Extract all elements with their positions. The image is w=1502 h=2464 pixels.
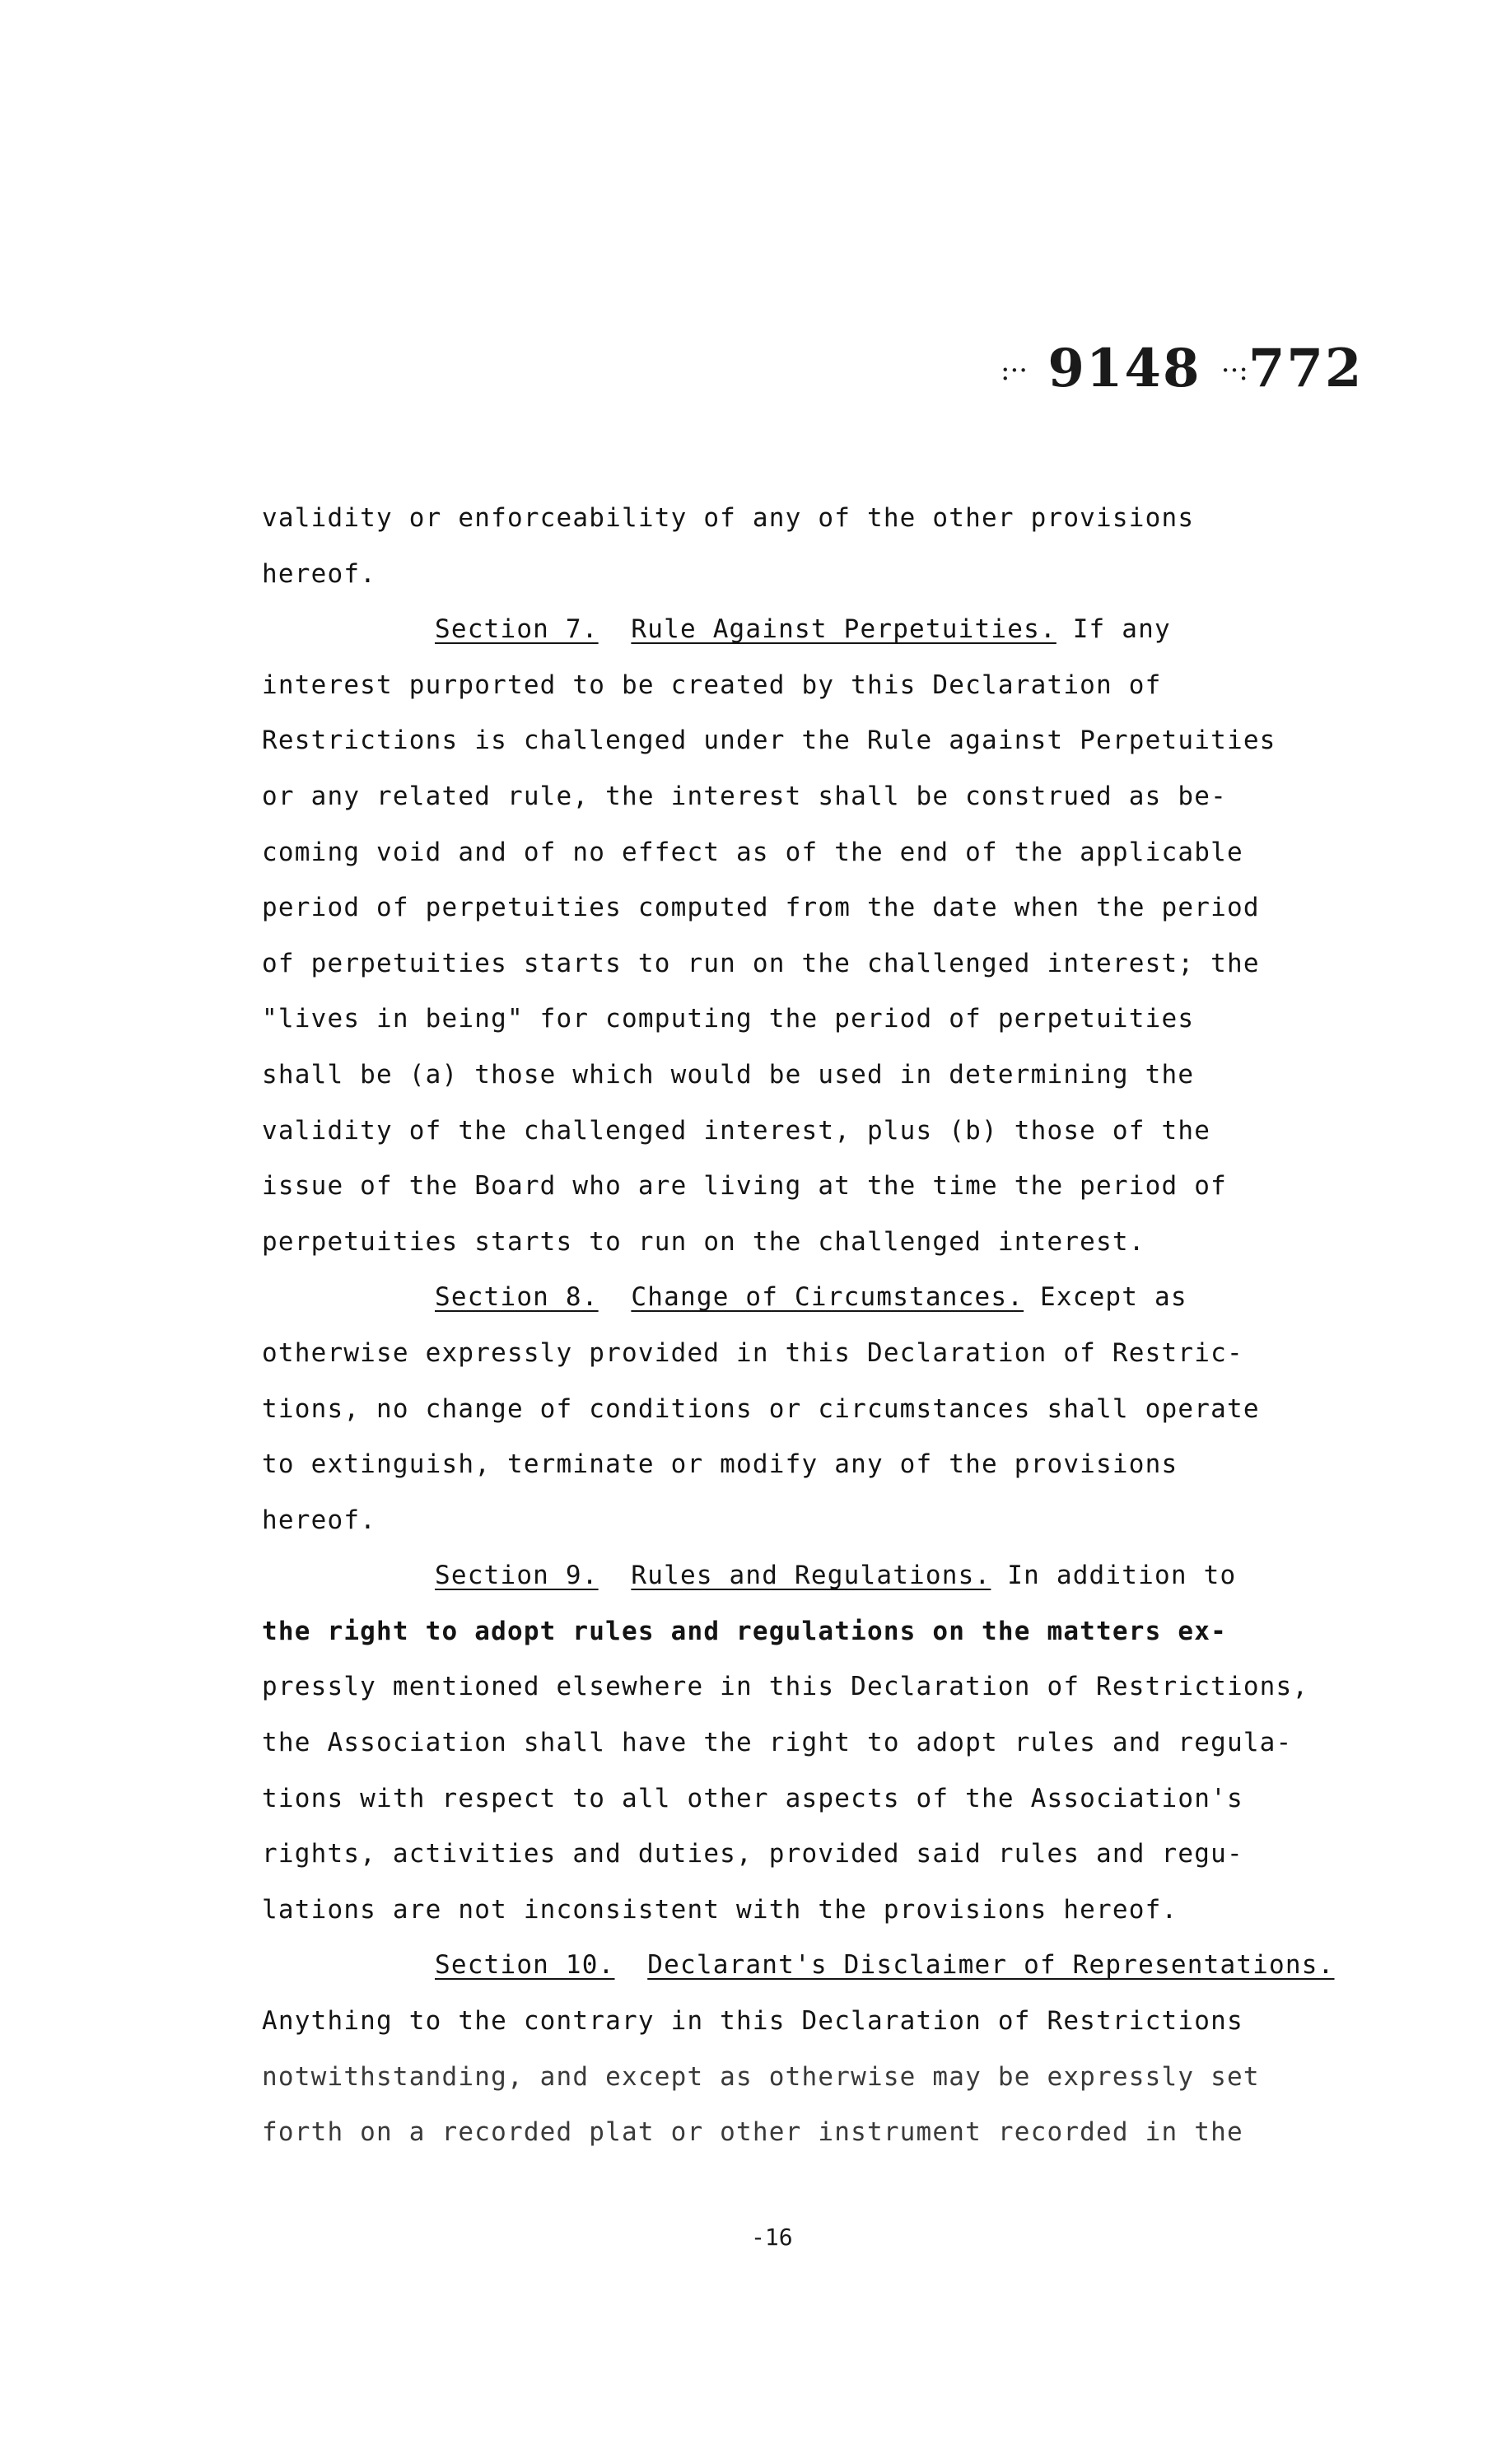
section-title: Change of Circumstances.	[631, 1282, 1024, 1313]
text-line	[262, 1048, 1365, 1104]
line-text: Restrictions is challenged under the Rule against Perpetuities	[262, 726, 1276, 756]
line-text: "lives in being" for computing the period of perpetuities	[262, 1004, 1195, 1034]
text-line	[262, 1771, 1365, 1827]
text-line	[262, 1994, 1365, 2050]
section-label: Section 8.	[435, 1282, 599, 1313]
section-label: Section 9.	[435, 1561, 599, 1591]
line-text: to extinguish, terminate or modify any of the provisions	[262, 1449, 1178, 1480]
line-text: forth on a recorded plat or other instrument recorded in the	[262, 2117, 1243, 2148]
text-line	[262, 2050, 1365, 2106]
text-line	[262, 1437, 1365, 1493]
line-text: In addition to	[991, 1561, 1237, 1591]
text-line	[262, 491, 1365, 547]
text-line	[262, 1326, 1365, 1382]
section-8-heading	[262, 1270, 1365, 1326]
section-7-heading	[262, 602, 1365, 658]
line-text: tions with respect to all other aspects of the Association's	[262, 1783, 1243, 1813]
text-line	[262, 1827, 1365, 1883]
text-line	[262, 1215, 1365, 1271]
book-page-stamp	[1001, 338, 1363, 399]
line-text: issue of the Board who are living at the time the period of	[262, 1171, 1227, 1202]
text-line	[262, 1382, 1365, 1438]
line-text: or any related rule, the interest shall be construed as be-	[262, 781, 1227, 811]
text-line	[262, 1104, 1365, 1160]
text-line	[262, 936, 1365, 992]
text-line	[262, 1159, 1365, 1215]
text-line	[262, 2105, 1365, 2161]
line-text: the Association shall have the right to adopt rules and regula-	[262, 1728, 1293, 1758]
text-line	[262, 880, 1365, 936]
text-line	[262, 1604, 1365, 1660]
stamp-dots-mid: ··:	[1220, 354, 1248, 387]
line-text: of perpetuities starts to run on the challenged interest; the	[262, 948, 1260, 978]
text-line	[262, 1493, 1365, 1549]
line-text: validity of the challenged interest, plus (b) those of the	[262, 1115, 1211, 1146]
section-10-heading	[262, 1938, 1365, 1994]
line-text: tions, no change of conditions or circumstances shall operate	[262, 1393, 1260, 1424]
line-text: rights, activities and duties, provided said rules and regu-	[262, 1839, 1243, 1869]
section-label: Section 10.	[435, 1950, 615, 1981]
line-text: Anything to the contrary in this Declaration of Restrictions	[262, 2006, 1243, 2037]
text-line	[262, 992, 1365, 1048]
line-text: shall be (a) those which would be used in determining the	[262, 1059, 1195, 1090]
text-line	[262, 658, 1365, 714]
text-line	[262, 547, 1365, 603]
line-text: pressly mentioned elsewhere in this Declaration of Restrictions,	[262, 1672, 1309, 1702]
line-text: notwithstanding, and except as otherwise may be expressly set	[262, 2061, 1260, 2092]
section-label: Section 7.	[435, 614, 599, 645]
line-text: validity or enforceability of any of the other provisions	[262, 503, 1195, 533]
line-text: hereof.	[262, 1505, 377, 1535]
page-number: -16	[751, 2224, 793, 2251]
text-line	[262, 769, 1365, 825]
stamp-book-number: 9148	[1047, 338, 1201, 399]
line-text: the right to adopt rules and regulations on the matters ex-	[262, 1616, 1227, 1646]
line-text: hereof.	[262, 558, 377, 589]
text-line	[262, 1715, 1365, 1771]
line-text: coming void and of no effect as of the end of the applicable	[262, 837, 1243, 867]
text-line	[262, 825, 1365, 881]
section-title: Rules and Regulations.	[631, 1561, 991, 1591]
line-text: period of perpetuities computed from the date when the period	[262, 893, 1260, 923]
text-line	[262, 1659, 1365, 1715]
stamp-dots-left: :··	[1001, 354, 1029, 387]
section-title: Rule Against Perpetuities.	[631, 614, 1057, 645]
line-text: lations are not inconsistent with the provisions hereof.	[262, 1894, 1178, 1925]
line-text: interest purported to be created by this Declaration of	[262, 670, 1162, 700]
line-text: perpetuities starts to run on the challenged interest.	[262, 1226, 1145, 1257]
section-9-heading	[262, 1548, 1365, 1604]
line-text: otherwise expressly provided in this Declaration of Restric-	[262, 1337, 1243, 1368]
text-line	[262, 713, 1365, 769]
section-title: Declarant's Disclaimer of Representations.	[647, 1950, 1335, 1981]
line-text: Except as	[1024, 1282, 1187, 1313]
body-text	[262, 491, 1365, 2161]
text-line	[262, 1883, 1365, 1939]
line-text: If any	[1056, 614, 1171, 645]
stamp-page-number: 772	[1248, 338, 1364, 399]
